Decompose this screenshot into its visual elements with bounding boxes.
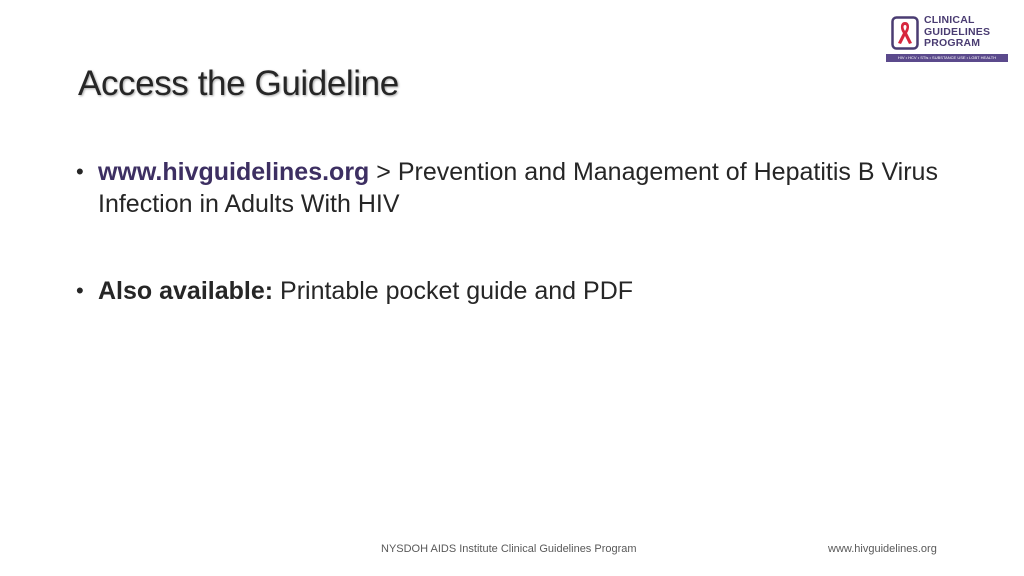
bullet-item-also-available (76, 275, 966, 307)
logo-wordmark (924, 15, 990, 50)
also-available-text: Printable pocket guide and PDF (273, 277, 634, 305)
logo-topic-strip: HIV • HCV • STIs • SUBSTANCE USE • LGBT HEALTH (886, 54, 1008, 62)
footer-program-name: NYSDOH AIDS Institute Clinical Guidelines Program (381, 543, 637, 555)
bullet-list (76, 156, 966, 307)
guideline-website-link[interactable]: www.hivguidelines.org (98, 158, 370, 186)
guideline-path-text: > Prevention and Management of Hepatitis B Virus Infection in Adults With HIV (98, 158, 938, 218)
bullet-dot: • (76, 159, 84, 184)
clinical-guidelines-program-logo (886, 14, 1008, 64)
logo-line-3: PROGRAM (924, 37, 981, 49)
red-ribbon-icon (891, 16, 919, 50)
logo-line-2: GUIDELINES (924, 25, 991, 38)
slide-title: Access the Guideline (78, 64, 399, 103)
footer-website[interactable]: www.hivguidelines.org (828, 543, 937, 555)
logo-line-1: CLINICAL (924, 14, 975, 26)
bullet-item-guideline-link (76, 156, 966, 220)
also-available-label: Also available: (98, 277, 274, 305)
bullet-dot: • (76, 278, 84, 303)
